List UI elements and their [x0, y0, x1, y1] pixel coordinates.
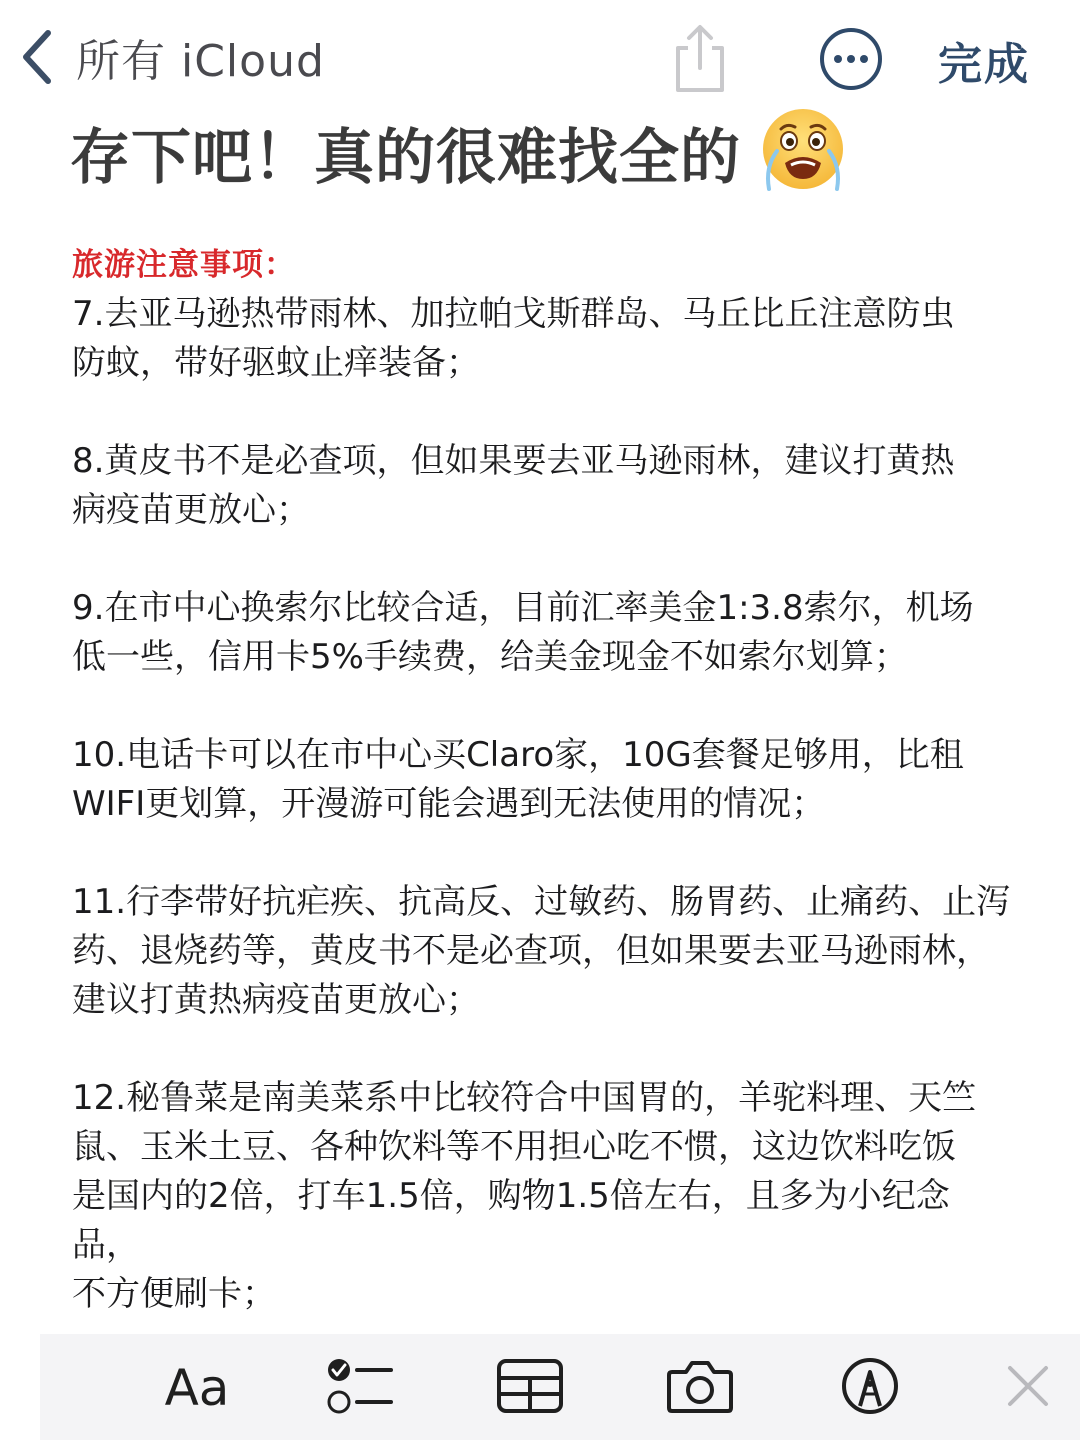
back-button[interactable]: [18, 24, 325, 90]
table-icon: [496, 1358, 564, 1418]
camera-icon: [666, 1358, 734, 1418]
paragraph-spacer: [72, 682, 1012, 731]
share-icon: [668, 79, 732, 98]
format-text-icon: Aa: [164, 1359, 230, 1417]
note-paragraph-10: 10.电话卡可以在市中心买Claro家，10G套餐足够用，比租 WIFI更划算，开漫游可能会遇到无法使用的情况；: [72, 735, 964, 824]
bottom-toolbar: [40, 1334, 1080, 1440]
note-paragraph-7: 7.去亚马逊热带雨林、加拉帕戈斯群岛、马丘比丘注意防虫 防蚊，带好驱蚊止痒装备；: [72, 294, 955, 383]
paragraph-spacer: [72, 829, 1012, 878]
note-title[interactable]: 存下吧！真的很难找全的: [70, 123, 741, 193]
section-heading: 旅游注意事项：: [72, 247, 296, 283]
done-button[interactable]: 完成: [938, 39, 1030, 90]
more-options-button[interactable]: [818, 26, 884, 92]
back-label: 所有 iCloud: [76, 36, 325, 87]
note-paragraph-8: 8.黄皮书不是必查项，但如果要去亚马逊雨林，建议打黄热 病疫苗更放心；: [72, 441, 955, 530]
checklist-icon: [325, 1354, 395, 1422]
camera-button[interactable]: [664, 1352, 736, 1424]
checklist-button[interactable]: [322, 1352, 398, 1424]
note-title-row: [70, 98, 1030, 208]
navigation-bar: [0, 0, 1080, 112]
crying-face-emoji-icon: [747, 103, 855, 203]
ellipsis-circle-icon: [818, 77, 884, 96]
note-paragraph-11: 11.行李带好抗疟疾、抗高反、过敏药、肠胃药、止痛药、止泻 药、退烧药等，黄皮书不是必查项，但如果要去亚马逊雨林， 建议打黄热病疫苗更放心；: [72, 882, 1011, 1020]
close-toolbar-button[interactable]: [998, 1352, 1058, 1424]
share-button[interactable]: [668, 22, 732, 94]
close-icon: [1004, 1362, 1052, 1414]
markup-button[interactable]: [834, 1352, 906, 1424]
chevron-left-icon: [18, 27, 54, 87]
note-body[interactable]: [72, 240, 1012, 1319]
paragraph-spacer: [72, 535, 1012, 584]
markup-pen-icon: [840, 1356, 900, 1420]
format-text-button[interactable]: [152, 1352, 242, 1424]
table-button[interactable]: [494, 1352, 566, 1424]
note-paragraph-9: 9.在市中心换索尔比较合适，目前汇率美金1:3.8索尔，机场 低一些，信用卡5%手续费，给美金现金不如索尔划算；: [72, 588, 974, 677]
note-paragraph-12: 12.秘鲁菜是南美菜系中比较符合中国胃的，羊驼料理、天竺 鼠、玉米土豆、各种饮料等不用担心吃不惯，这边饮料吃饭 是国内的2倍，打车1.5倍，购物1.5倍左右，且多为小纪念品， 不方便刷卡；: [72, 1078, 977, 1314]
paragraph-spacer: [72, 388, 1012, 437]
paragraph-spacer: [72, 1025, 1012, 1074]
